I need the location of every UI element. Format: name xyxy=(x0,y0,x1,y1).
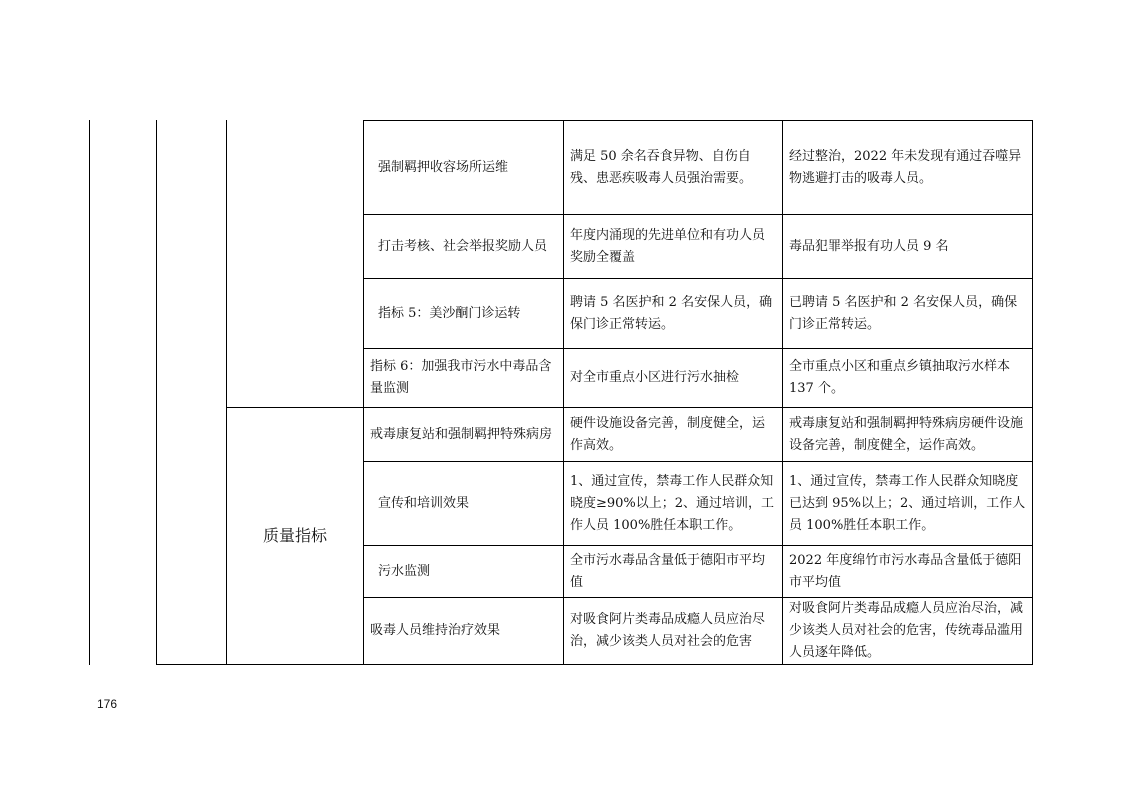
target-cell: 1、通过宣传，禁毒工作人民群众知晓度≥90%以上；2、通过培训，工作人员 100%胜任本职工作。 xyxy=(570,473,775,533)
table-border-bottom xyxy=(156,664,1033,665)
actual-cell: 全市重点小区和重点乡镇抽取污水样本 137 个。 xyxy=(789,359,1011,396)
target-cell: 年度内涌现的先进单位和有功人员奖励全覆盖 xyxy=(570,227,766,265)
category-cell xyxy=(227,408,363,664)
indicator-cell: 戒毒康复站和强制羁押特殊病房 xyxy=(370,426,553,442)
target-cell: 对全市重点小区进行污水抽检 xyxy=(570,370,740,385)
actual-cell: 已聘请 5 名医护和 2 名安保人员，确保门诊正常转运。 xyxy=(789,294,1018,332)
target-cell: 聘请 5 名医护和 2 名安保人员，确保门诊正常转运。 xyxy=(570,294,773,332)
target-cell: 硬件设施设备完善，制度健全，运作高效。 xyxy=(570,415,766,453)
target-cell: 对吸食阿片类毒品成瘾人员应治尽治，减少该类人员对社会的危害 xyxy=(570,612,766,649)
actual-cell: 戒毒康复站和强制羁押特殊病房硬件设施设备完善，制度健全，运作高效。 xyxy=(789,415,1024,453)
indicator-cell: 吸毒人员维持治疗效果 xyxy=(370,623,501,638)
page-number: 176 xyxy=(97,697,118,711)
target-cell: 满足 50 余名吞食异物、自伤自残、患恶疾吸毒人员强治需要。 xyxy=(570,148,753,186)
indicator-cell: 污水监测 xyxy=(378,563,431,579)
indicator-cell: 宣传和培训效果 xyxy=(378,495,470,511)
category-label: 质量指标 xyxy=(262,526,327,545)
actual-cell: 经过整治，2022 年未发现有通过吞噬异物逃避打击的吸毒人员。 xyxy=(789,148,1022,186)
indicator-cell: 指标 5：美沙酮门诊运转 xyxy=(378,305,521,321)
table-border-left xyxy=(156,120,157,665)
indicator-cell: 指标 6：加强我市污水中毒品含量监测 xyxy=(370,359,552,396)
actual-cell: 2022 年度绵竹市污水毒品含量低于德阳市平均值 xyxy=(789,552,1022,590)
actual-cell: 毒品犯罪举报有功人员 9 名 xyxy=(789,238,949,254)
table-border-left-outer xyxy=(89,120,90,665)
indicator-cell: 强制羁押收容场所运维 xyxy=(378,159,509,175)
target-cell: 全市污水毒品含量低于德阳市平均值 xyxy=(570,552,766,590)
actual-cell: 对吸食阿片类毒品成瘾人员应治尽治，减少该类人员对社会的危害，传统毒品滥用人员逐年降低。 xyxy=(789,601,1024,660)
indicator-cell: 打击考核、社会举报奖励人员 xyxy=(378,238,548,254)
table-border-right xyxy=(1032,120,1033,665)
actual-cell: 1、通过宣传，禁毒工作人民群众知晓度已达到 95%以上；2、通过培训，工作人员 100%胜任本职工作。 xyxy=(789,473,1026,533)
